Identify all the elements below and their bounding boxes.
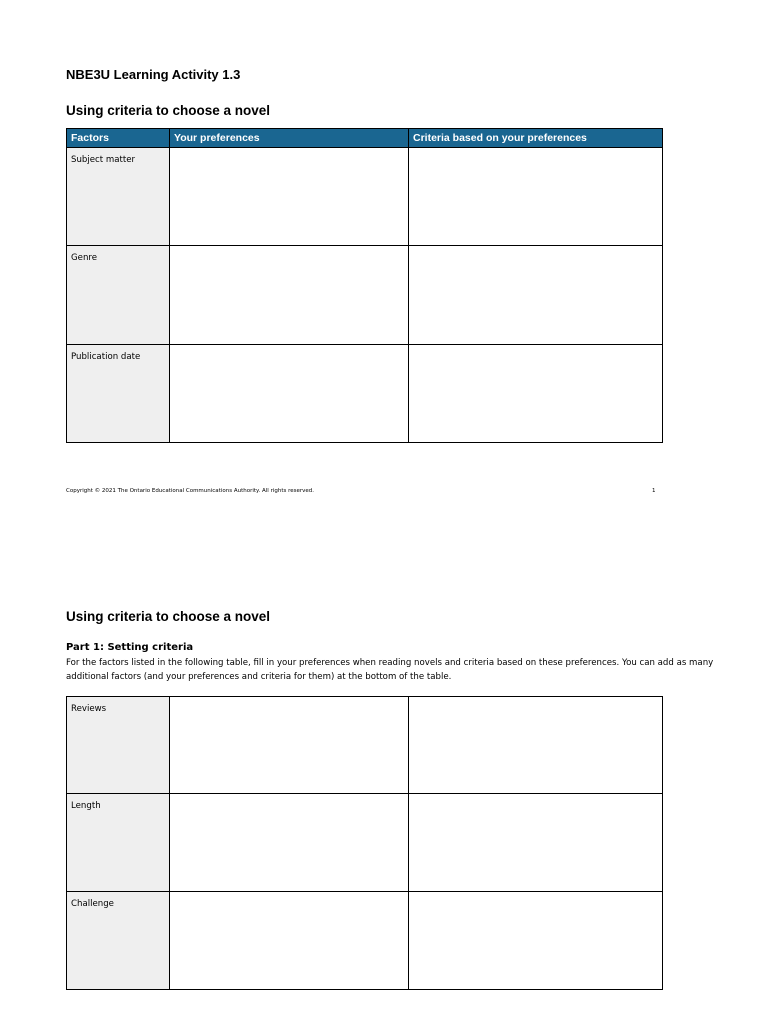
table-row bbox=[67, 345, 663, 443]
criteria-cell[interactable] bbox=[409, 148, 663, 246]
table-header-row bbox=[67, 129, 663, 148]
factor-cell: Length bbox=[67, 794, 170, 892]
factor-cell: Genre bbox=[67, 246, 170, 345]
factor-cell: Subject matter bbox=[67, 148, 170, 246]
criteria-cell[interactable] bbox=[409, 794, 663, 892]
table-row bbox=[67, 697, 663, 794]
criteria-cell[interactable] bbox=[409, 345, 663, 443]
preferences-cell[interactable] bbox=[170, 892, 409, 990]
criteria-table-page2 bbox=[66, 696, 663, 990]
criteria-cell[interactable] bbox=[409, 246, 663, 345]
header-criteria: Criteria based on your preferences bbox=[409, 129, 663, 148]
section-title: Using criteria to choose a novel bbox=[66, 103, 271, 118]
factor-cell: Publication date bbox=[67, 345, 170, 443]
criteria-table-page1 bbox=[66, 128, 663, 443]
preferences-cell[interactable] bbox=[170, 794, 409, 892]
table-row bbox=[67, 246, 663, 345]
factor-cell: Reviews bbox=[67, 697, 170, 794]
preferences-cell[interactable] bbox=[170, 246, 409, 345]
preferences-cell[interactable] bbox=[170, 345, 409, 443]
intro-paragraph: For the factors listed in the following table, fill in your preferences when reading novels and criteria based on these preferences. You can add as many additional factors (and your preferences and criteria for them) at the bottom of the table. bbox=[66, 658, 714, 682]
footer-page-number: 1 bbox=[652, 488, 656, 494]
header-your-preferences: Your preferences bbox=[170, 129, 409, 148]
part-title: Part 1: Setting criteria bbox=[66, 642, 194, 653]
criteria-cell[interactable] bbox=[409, 892, 663, 990]
document-title: NBE3U Learning Activity 1.3 bbox=[66, 67, 241, 82]
table-row bbox=[67, 892, 663, 990]
table-row bbox=[67, 148, 663, 246]
preferences-cell[interactable] bbox=[170, 697, 409, 794]
table-row bbox=[67, 794, 663, 892]
factor-cell: Challenge bbox=[67, 892, 170, 990]
section-title: Using criteria to choose a novel bbox=[66, 609, 271, 624]
preferences-cell[interactable] bbox=[170, 148, 409, 246]
footer-copyright: Copyright © 2021 The Ontario Educational Communications Authority. All rights reserved. bbox=[66, 488, 315, 494]
header-factors: Factors bbox=[67, 129, 170, 148]
criteria-cell[interactable] bbox=[409, 697, 663, 794]
